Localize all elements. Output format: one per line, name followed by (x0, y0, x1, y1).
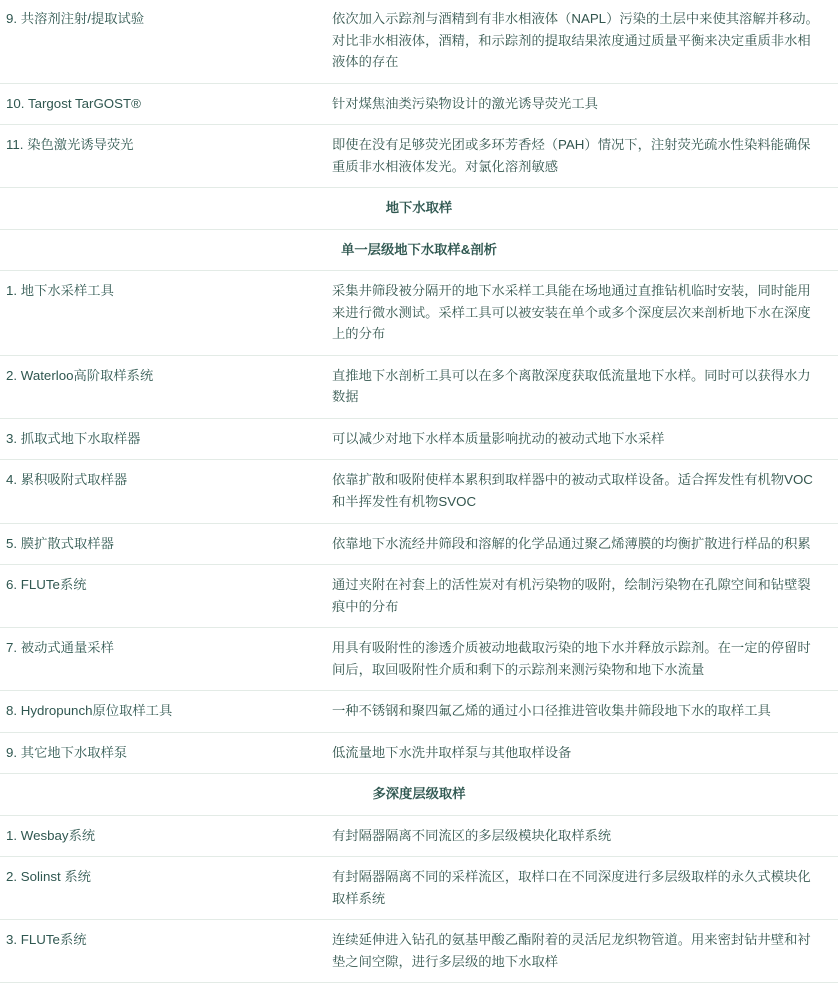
table-row (0, 565, 838, 628)
row-name: 8. Hydropunch原位取样工具 (6, 703, 173, 719)
subsection-header-row (0, 229, 838, 271)
row-description: 采集井筛段被分隔开的地下水采样工具能在场地通过直推钻机临时安装，同时能用来进行微水测试。采样工具可以被安装在单个或多个深度层次来剖析地下水在深度上的分布 (332, 283, 811, 342)
table-row (0, 815, 838, 857)
row-name: 1. 地下水采样工具 (6, 283, 114, 299)
table-row (0, 920, 838, 983)
section-header-row (0, 188, 838, 230)
row-description: 一种不锈钢和聚四氟乙烯的通过小口径推进管收集井筛段地下水的取样工具 (332, 703, 771, 719)
row-description: 依靠地下水流经井筛段和溶解的化学品通过聚乙烯薄膜的均衡扩散进行样品的积累 (332, 535, 811, 551)
row-name: 5. 膜扩散式取样器 (6, 535, 114, 551)
row-description: 依次加入示踪剂与酒精到有非水相液体（NAPL）污染的土层中来使其溶解并移动。对比非水相液体，酒精，和示踪剂的提取结果浓度通过质量平衡来决定重质非水相液体的存在 (332, 11, 819, 70)
row-name: 9. 共溶剂注射/提取试验 (6, 11, 145, 26)
table-row (0, 125, 838, 188)
table-row (0, 732, 838, 774)
row-description: 针对煤焦油类污染物设计的激光诱导荧光工具 (332, 95, 598, 111)
row-description: 即使在没有足够荧光团或多环芳香烃（PAH）情况下，注射荧光疏水性染料能确保重质非水相液体发光。对氯化溶剂敏感 (332, 137, 811, 174)
row-name: 2. Solinst 系统 (6, 869, 91, 885)
table-row (0, 857, 838, 920)
row-name: 2. Waterloo高阶取样系统 (6, 367, 154, 383)
row-description: 通过夹附在衬套上的活性炭对有机污染物的吸附，绘制污染物在孔隙空间和钻壁裂痕中的分布 (332, 577, 811, 614)
row-description: 连续延伸进入钻孔的氨基甲酸乙酯附着的灵活尼龙织物管道。用来密封钻井壁和衬垫之间空隙，进行多层级的地下水取样 (332, 932, 811, 969)
row-name: 9. 其它地下水取样泵 (6, 744, 128, 760)
subsection-header-row (0, 774, 838, 816)
table-row (0, 355, 838, 418)
row-description: 有封隔器隔离不同的采样流区，取样口在不同深度进行多层级取样的永久式模块化取样系统 (332, 869, 811, 906)
table-row (0, 0, 838, 83)
row-description: 可以减少对地下水样本质量影响扰动的被动式地下水采样 (332, 430, 665, 446)
table-row (0, 83, 838, 125)
row-description: 直推地下水剖析工具可以在多个离散深度获取低流量地下水样。同时可以获得水力数据 (332, 367, 811, 405)
table-row (0, 460, 838, 523)
row-name: 6. FLUTe系统 (6, 577, 87, 593)
row-name: 11. 染色激光诱导荧光 (6, 137, 134, 153)
row-description: 依靠扩散和吸附使样本累积到取样器中的被动式取样设备。适合挥发性有机物VOC和半挥发性有机物SVOC (332, 472, 813, 509)
row-name: 10. Targost TarGOST® (6, 95, 141, 111)
row-description: 用具有吸附性的渗透介质被动地截取污染的地下水并释放示踪剂。在一定的停留时间后，取回吸附性介质和剩下的示踪剂来测污染物和地下水流量 (332, 640, 811, 677)
row-description: 有封隔器隔离不同流区的多层级模块化取样系统 (332, 827, 612, 843)
subsection-title: 单一层级地下水取样&剖析 (341, 241, 497, 257)
row-name: 1. Wesbay系统 (6, 827, 96, 843)
row-name: 7. 被动式通量采样 (6, 640, 114, 656)
table-row (0, 523, 838, 565)
table-row (0, 271, 838, 356)
table-row (0, 691, 838, 733)
subsection-title: 多深度层级取样 (372, 786, 466, 802)
row-name: 3. FLUTe系统 (6, 932, 87, 948)
section-title: 地下水取样 (385, 200, 453, 216)
row-name: 4. 累积吸附式取样器 (6, 472, 128, 488)
row-description: 低流量地下水洗井取样泵与其他取样设备 (332, 744, 572, 760)
row-name: 3. 抓取式地下水取样器 (6, 430, 141, 446)
table-row (0, 418, 838, 460)
table-row (0, 628, 838, 691)
